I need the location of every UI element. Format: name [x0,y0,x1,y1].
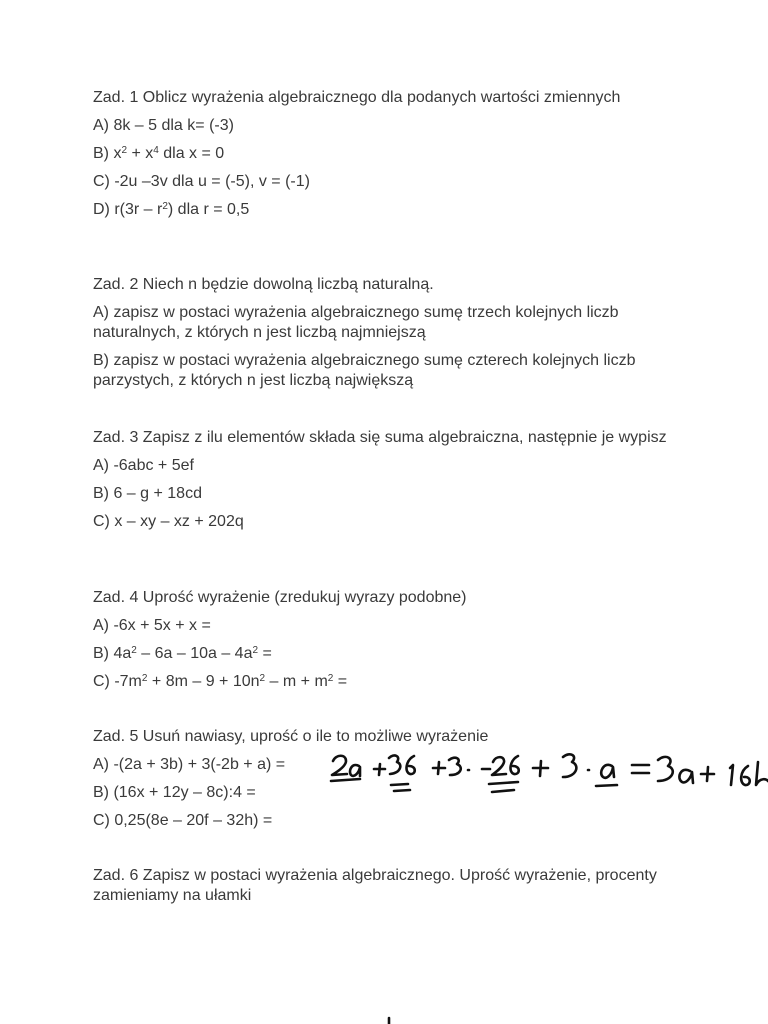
task-item: A) zapisz w postaci wyrażenia algebraicznego sumę trzech kolejnych liczb naturalnych, z których n jest liczbą najmniejszą [93,304,619,341]
task-title: Zad. 4 Uprość wyrażenie (zredukuj wyrazy podobne) [93,589,467,606]
task-title: Zad. 1 Oblicz wyrażenia algebraicznego dla podanych wartości zmiennych [93,89,621,106]
task-item: A) -6x + 5x + x = [93,617,211,634]
task-item: B) zapisz w postaci wyrażenia algebraicznego sumę czterech kolejnych liczb parzystych, z których n jest liczbą największą [93,352,636,389]
task-title: Zad. 6 Zapisz w postaci wyrażenia algebraicznego. Uprość wyrażenie, procenty zamieniamy na ułamki [93,867,657,904]
task-item: C) x – xy – xz + 202q [93,513,244,530]
task-item: A) -6abc + 5ef [93,457,194,474]
task-item: A) 8k – 5 dla k= (-3) [93,117,234,134]
task-item: B) $x^2 + x^4$ dla x = 0 [93,145,225,162]
task-item: B) $4a^2 - 6a - 10a - 4a^2$ = [93,645,272,662]
task-title: Zad. 5 Usuń nawiasy, uprość o ile to możliwe wyrażenie [93,728,489,745]
task-item: C) 0,25(8e – 20f – 32h) = [93,812,273,829]
task-item: C) $-7m^2 + 8m - 9 + 10n^2 - m + m^2$ = [93,673,348,690]
task-title: Zad. 2 Niech n będzie dowolną liczbą naturalną. [93,276,434,293]
task-3 [93,428,668,532]
task-item: D) $r(3r - r^2)$ dla r = 0,5 [93,201,250,218]
task-title: Zad. 3 Zapisz z ilu elementów składa się suma algebraiczna, następnie je wypisz [93,429,667,446]
task-item: B) (16x + 12y – 8c):4 = [93,784,256,801]
task-item: A) -(2a + 3b) + 3(-2b + a) = [93,756,286,773]
task-6 [93,866,668,906]
task-4 [93,588,668,692]
task-1 [93,88,668,220]
task-item: B) 6 – g + 18cd [93,485,202,502]
task-5 [93,727,668,831]
task-item: C) -2u –3v dla u = (-5), v = (-1) [93,173,310,190]
task-2 [93,275,668,391]
